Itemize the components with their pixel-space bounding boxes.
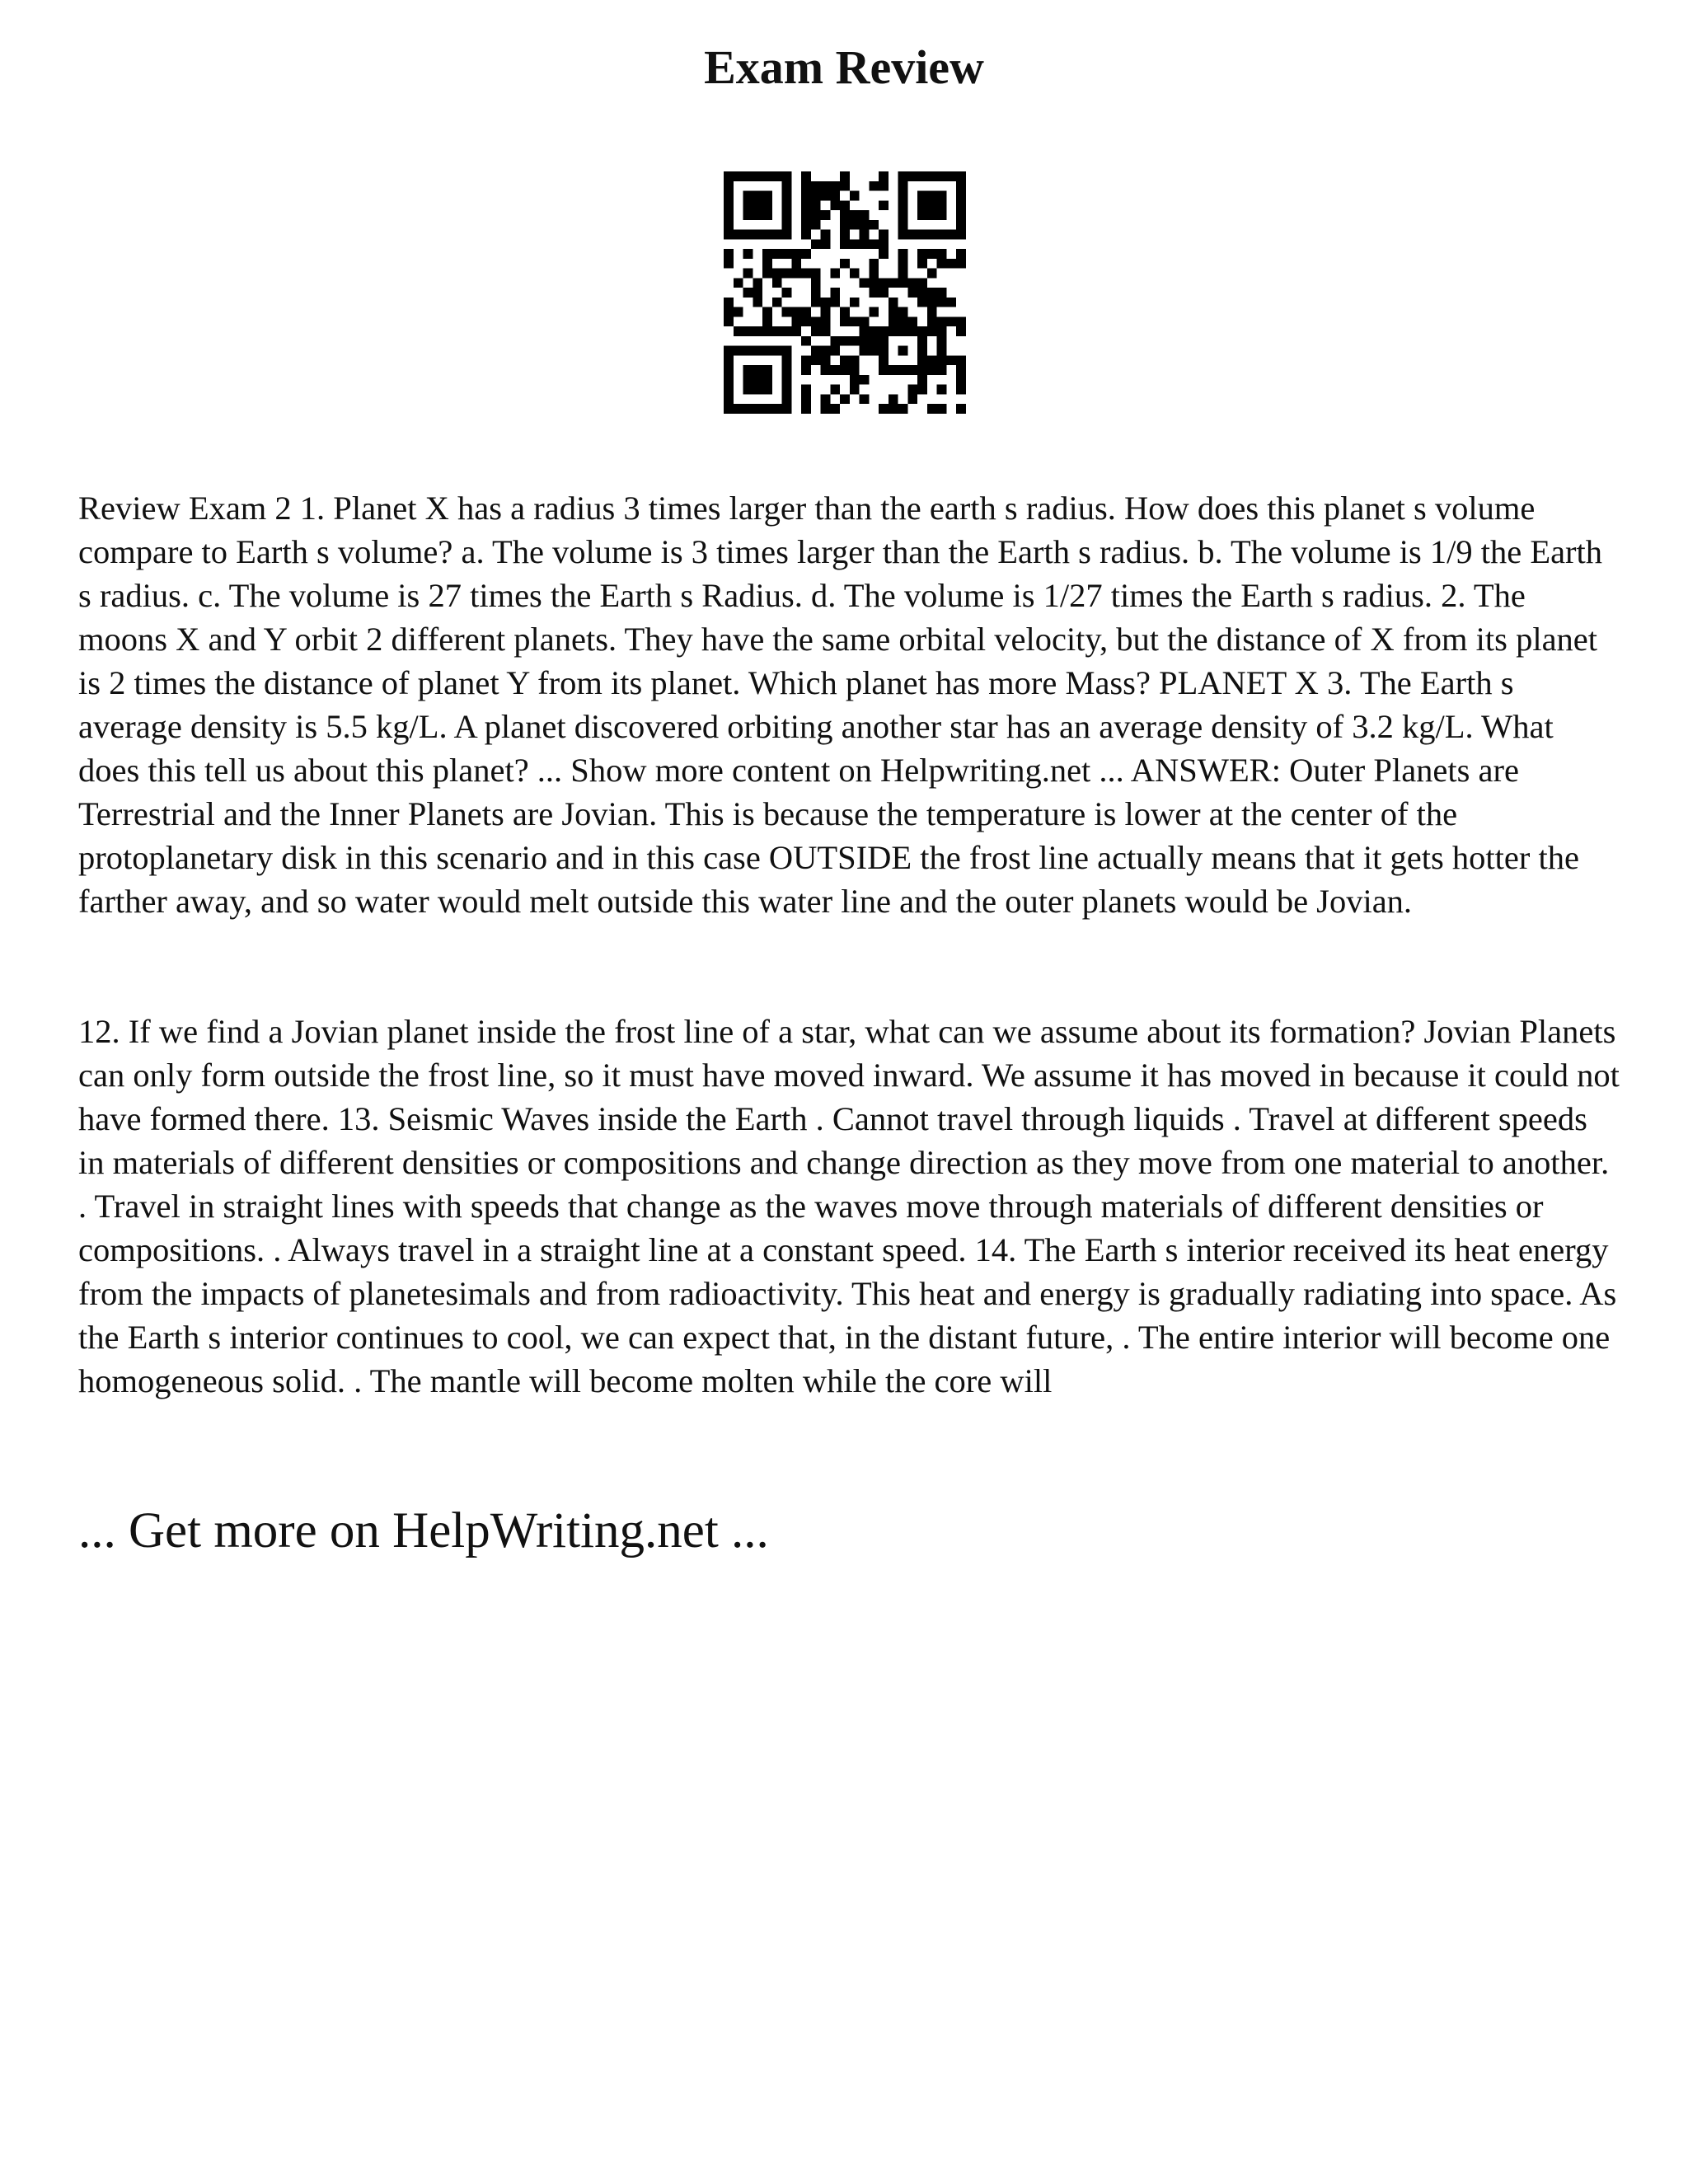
paragraph-questions-12-14: 12. If we find a Jovian planet inside the frost line of a star, what can we assume about its formation? Jovian Planets can only form outside the frost line, so it must have moved inward. We assume it has moved in because it could not have formed there. 13. Seismic Waves inside the Earth . Cannot travel through liquids . Travel at different speeds in materials of different densities or compositions and change direction as they move from one material to another. . Travel in straight lines with speeds that change as the waves move through materials of different densities or compositions. . Always travel in a straight line at a constant speed. 14. The Earth s interior received its heat energy from the impacts of planetesimals and from radioactivity. This heat and energy is gradually radiating into space. As the Earth s interior continues to cool, we can expect that, in the distant future, . The entire interior will become one homogeneous solid. . The mantle will become molten while the core will <box>78 1013 1620 1399</box>
paragraph-questions-1-3: Review Exam 2 1. Planet X has a radius 3 times larger than the earth s radius. How does this planet s volume compare to Earth s volume? a. The volume is 3 times larger than the Earth s radius. b. The volume is 1/9 the Earth s radius. c. The volume is 27 times the Earth s Radius. d. The volume is 1/27 times the Earth s radius. 2. The moons X and Y orbit 2 different planets. They have the same orbital velocity, but the distance of X from its planet is 2 times the distance of planet Y from its planet. Which planet has more Mass? PLANET X 3. The Earth s average density is 5.5 kg/L. A planet discovered orbiting another star has an average density of 3.2 kg/L. What does this tell us about this planet? ... Show more content on Helpwriting.net ... ANSWER: Outer Planets are Terrestrial and the Inner Planets are Jovian. This is because the temperature is lower at the center of the protoplanetary disk in this scenario and in this case OUTSIDE the frost line actually means that it gets hotter the farther away, and so water would melt outside this water line and the outer planets would be Jovian. <box>78 490 1603 920</box>
get-more-link[interactable]: ... Get more on HelpWriting.net ... <box>78 1503 769 1558</box>
qr-code <box>724 171 966 414</box>
qr-code-graphic <box>724 171 966 414</box>
page-title: Exam Review <box>704 40 984 94</box>
